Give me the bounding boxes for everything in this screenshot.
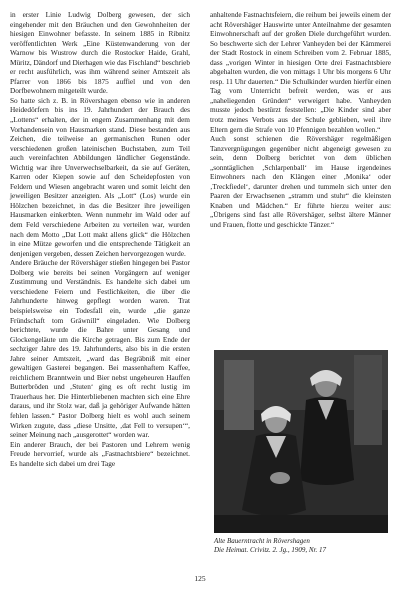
photo-illustration — [214, 350, 388, 533]
page-number: 125 — [194, 574, 206, 583]
paragraph: Andere Bräuche der Rövershäger stießen hingegen bei Pastor Dolberg wie bereits bei seinen Vorgängern auf weniger Zustimmung und Verständnis. Es handelte sich dabei um verschiedene Feiern und Festlichkeiten, die über die Jahrhunderte hinweg gepflegt worden waren. Trat beispielsweise ein Todesfall ein, wurde „die ganze Fründschaft tom Gräwnill“ eingeladen. Wie Dolberg berichtete, wurde die Bahre unter Gesang und Glockengeläute um die Kirche getragen. Bis zum Ende der sechziger Jahre des 19. Jahrhunderts, also bis in die ersten Jahre seiner Amtszeit, „ward das Begräbniß mit einer gewaltigen Gasterei begangen. Bei massenhaftem Kaffee, reichlichem Branntwein und Bier nebst ungeheuren Hauffen Butterbröden und ‚Stuten‘ ging es oft recht lustig im Trauerhaus her. Die Hinterbliebenen machten sich eine Ehre daraus, und ihr Stolz war, daß ja gehöriger Aufwande hätten fehlen lassen.“ Pastor Dolberg hielt es wohl auch seinem Wirken zugute, dass „diese Unsitte, ‚dat Fell to versupen‘“, seiner Meinung nach „ausgerottet“ worden war. — [10, 258, 190, 440]
caption-title: Alte Bauerntracht in Rövershagen — [214, 537, 310, 545]
paragraph: So hatte sich z. B. in Rövershagen ebenso wie in anderen Heidedörfern bis ins 19. Jahrhundert der Brauch des „Lottens“ erhalten, der in engem Zusammenhang mit dem Vorhandensein von Hausmarken stand. Diese bestanden aus Zeichen, die teilweise an germanischen Runen oder verschiedenen großen lateinischen Buchstaben, zum Teil auch vereinfachten Abbildungen ländlicher Gegenstände. Wichtig war ihre Unverwechselbarkeit, da sie auf Geräten, Karren oder Kiepen sowie auf den Scheidepfosten von Feldern und Wiesen angebracht waren und somit leicht den jeweiligen Besitzer anzeigten. Als „Lott“ (Los) wurde ein Hölzchen bezeichnet, in das die Besitzer ihre jeweiligen Hausmarken einkerbten. Wenn nunmehr im Wald oder auf dem Feld verschiedene Arbeiten zu verteilen war, wurden nach dem Motto „Dat Lott makt allens glick“ die Hölzchen in eine Mütze geworfen und die entsprechende Tätigkeit an denjenigen vergeben, dessen Zeichen hervorgezogen wurde. — [10, 95, 190, 258]
paragraph: Auch sonst schienen die Rövershäger regelmäßigen Tanzvergnügungen gegenüber nicht abgeneigt gewesen zu sein, denn Dolberg berichtet von dem üblichen „sonntäglichen ‚Schlarpenball‘ im Hause irgendeines Einwohners nach den Klängen einer ‚Monika‘ oder ‚Treckfiedel‘, darunter drehen und tummeln sich unter den Paaren der Erwachsenen „stramm und stuhr“ die kleinsten Knaben und Mädchen.“ Er führte hierzu weiter aus: „Übrigens sind fast alle Rövershäger, selbst ältere Männer und Frauen, flotte und geschickte Tänzer.“ — [210, 134, 391, 230]
caption-source: Die Heimat. Crivitz. 2. Jg., 1909, Nr. 17 — [214, 546, 326, 554]
historical-photo — [214, 350, 388, 533]
photo-caption — [214, 537, 390, 555]
paragraph: Ein anderer Brauch, der bei Pastoren und Lehrern wenig Freude hervorrief, wurde als „Fastnachtsbiere“ bezeichnet. Es handelte sich dabei um drei Tage — [10, 439, 190, 468]
paragraph: anhaltende Fastnachtsfeiern, die reihum bei jeweils einem der acht Rövershäger Hauswirte unter Anteilnahme der gesamten Einwohnerschaft auf der großen Diele durchgeführt wurden. So beschwerte sich der Lehrer Vanheyden bei der Kämmerei der Stadt Rostock in einem Schreiben vom 2. Februar 1885, dass „vorigen Winter in hiesigen Orte drei Fastnachtsbiere abgehalten wurden, die von mittags 1 Uhr bis morgens 6 Uhr resp. 11 Uhr dauerten.“ Die Schulkinder wurden hierfür einen Tag vom Unterricht befreit werden, was er aus „naheliegenden Gründen“ verweigert habe. Vanheyden musste jedoch bestürzt feststellen: „Die Kinder sind aber trotz meines Verbots aus der Schule geblieben, weil ihre Eltern gern die Strafe von 10 Pfennigen bezahlen wollen.“ — [210, 10, 391, 134]
paragraph: in erster Linie Ludwig Dolberg gewesen, der sich eingehender mit den Bräuchen und den Gewohnheiten der hiesigen Einwohner befasste. In seinem 1885 in Ribnitz veröffentlichten Werk „Eine Küstenwanderung von der Warnow bis Wustrow durch die Rostocker Haide, Grahl, Müritz, Dändorf und Dierhagen wie das Fischland“ beschrieb er recht ausführlich, was ihm während seiner Amtszeit als Pfarrer von 1866 bis 1875 auffiel und von den Dorfbewohnern mitgeteilt wurde. — [10, 10, 190, 96]
right-text-column — [210, 10, 391, 230]
left-text-column — [10, 10, 190, 468]
